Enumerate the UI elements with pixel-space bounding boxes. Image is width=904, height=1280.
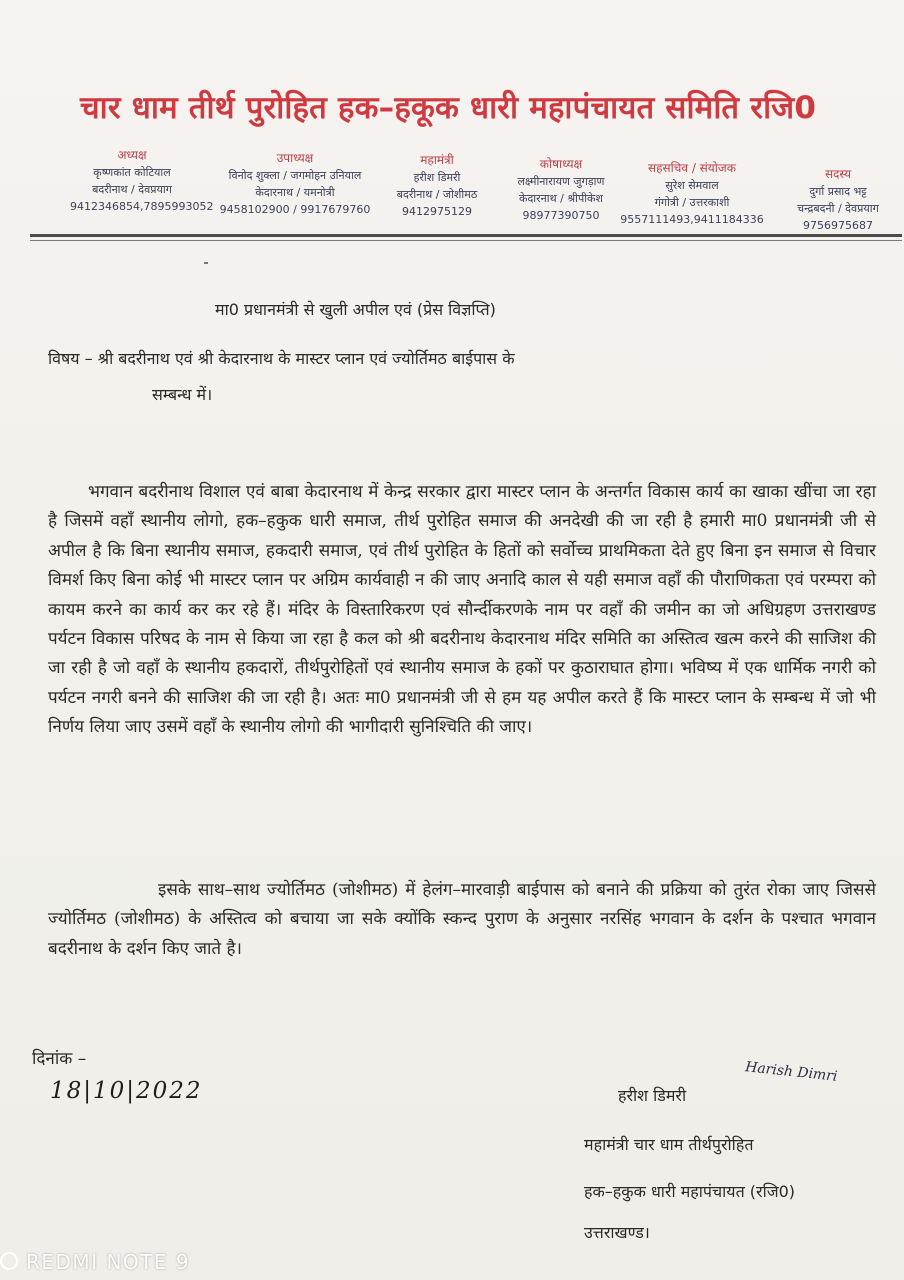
officer-treasurer (496, 156, 626, 224)
officer-phone: 9412346854,7895993052 (70, 200, 214, 213)
officer-place: केदारनाथ / यमनोत्री (255, 186, 335, 199)
stray-mark (204, 262, 208, 264)
organization-title: चार धाम तीर्थ पुरोहित हक–हकूक धारी महापंचायत समिति रजि0 (80, 90, 817, 126)
signer-organization: हक–हकुक धारी महापंचायत (रजि0) (584, 1182, 796, 1201)
handwritten-date: 18|10|2022 (50, 1078, 203, 1104)
subject-line: विषय – श्री बदरीनाथ एवं श्री केदारनाथ के मास्टर प्लान एवं ज्योर्तिमठ बाईपास के (48, 349, 515, 368)
signer-name: हरीश डिमरी (618, 1086, 687, 1105)
officer-role: सदस्य (824, 167, 852, 181)
officer-name: दुर्गा प्रसाद भट्ट (809, 185, 867, 198)
camera-lens-icon (0, 1252, 18, 1270)
officer-president (62, 147, 214, 215)
officer-role: महामंत्री (420, 153, 454, 167)
officer-joint-secretary (612, 160, 772, 228)
officer-phone: 9412975129 (402, 205, 472, 218)
officer-name: विनोद शुक्ला / जगमोहन उनियाल (228, 169, 362, 182)
officer-place: बदरीनाथ / जोशीमठ (396, 188, 478, 201)
officer-general-secretary (382, 152, 492, 220)
officer-phone: 9458102900 / 9917679760 (219, 203, 371, 216)
officer-phone: 98977390750 (522, 209, 600, 222)
officer-place: गंगोत्री / उत्तरकाशी (654, 196, 730, 209)
subject-line-continued: सम्बन्ध में। (152, 385, 213, 404)
signer-designation: महामंत्री चार धाम तीर्थपुरोहित (584, 1135, 754, 1154)
date-label: दिनांक – (32, 1049, 87, 1069)
body-paragraph-1: भगवान बदरीनाथ विशाल एवं बाबा केदारनाथ में केन्द्र सरकार द्वारा मास्टर प्लान के अन्तर्गत विकास कार्य का खाका खींचा जा रहा है जिसमें वहाँ स्थानीय लोगो, हक–हकुक धारी समाज, तीर्थ पुरोहित समाज की अनदेखी की जा रही है हमारी मा0 प्रधानमंत्री जी से अपील है कि बिना स्थानीय समाज, हकदारी समाज, एवं तीर्थ पुरोहित के हितों को सर्वोच्च प्राथमिकता देते हुए बिना इन समाज से विचार विमर्श किए बिना कोई भी मास्टर प्लान पर अग्रिम कार्यवाही न की जाए अनादि काल से यही समाज वहाँ की पौराणिकता एवं परम्परा को कायम करने का कार्य कर कर रहे हैं। मंदिर के विस्तारिकरण एवं सौर्न्दीकरणके नाम पर वहाँ की जमीन का जो अधिग्रहण उत्तराखण्ड पर्यटन विकास परिषद के नाम से किया जा रहा है कल को श्री बदरीनाथ केदारनाथ मंदिर समिति का अस्तित्व खत्म करने की साजिश की जा रही है जो वहाँ के स्थानीय हकदारों, तीर्थपुरोहितों एवं स्थानीय समाज के हकों पर कुठाराघात होगा। भविष्य में एक धार्मिक नगरी को पर्यटन नगरी बनने की साजिश की जा रही है। अतः मा0 प्रधानमंत्री जी से हम यह अपील करते हैं कि मास्टर प्लान के सम्बन्ध में जो भी निर्णय लिया जाए उसमें वहाँ के स्थानीय लोगो की भागीदारी सुनिश्चिति की जाए। (48, 482, 876, 738)
officer-name: सुरेश सेमवाल (665, 179, 719, 192)
officer-role: कोषाध्यक्ष (539, 157, 583, 171)
officer-place: बदरीनाथ / देवप्रयाग (92, 183, 172, 196)
letter-heading: मा0 प्रधानमंत्री से खुली अपील एवं (प्रेस विज्ञप्ति) (215, 300, 496, 319)
officer-place: केदारनाथ / श्रीपीकेश (519, 192, 603, 205)
officer-phone: 9756975687 (803, 219, 873, 232)
body-paragraph-2: इसके साथ–साथ ज्योर्तिमठ (जोशीमठ) में हेलंग–मारवाड़ी बाईपास को बनाने की प्रक्रिया को तुरंत रोका जाए जिससे ज्योर्तिमठ (जोशीमठ) के अस्तित्व को बचाया जा सके क्योंकि स्कन्द पुराण के अनुसार नरसिंह भगवान के दर्शन के पश्चात भगवान बदरीनाथ के दर्शन किए जाते है। (48, 880, 876, 959)
officer-place: चन्द्रबदनी / देवप्रयाग (797, 202, 879, 215)
signer-state: उत्तराखण्ड। (584, 1223, 650, 1242)
officer-role: सहसचिव / संयोजक (648, 161, 736, 175)
watermark-text: REDMI NOTE 9 (26, 1250, 191, 1274)
officer-vice-president (205, 150, 385, 218)
officer-phone: 9557111493,9411184336 (620, 213, 764, 226)
handwritten-signature: Harish Dimri (744, 1059, 839, 1085)
officer-name: लक्ष्मीनारायण जुगड़ाण (517, 175, 605, 188)
letterhead-divider (30, 234, 902, 237)
officer-role: अध्यक्ष (117, 148, 147, 162)
letterhead-divider-thin (30, 240, 902, 241)
officer-name: हरीश डिमरी (413, 171, 461, 184)
camera-watermark (0, 1250, 190, 1274)
officer-member (774, 166, 902, 234)
officer-name: कृष्णकांत कोटियाल (93, 166, 171, 179)
officer-role: उपाध्यक्ष (276, 151, 314, 165)
